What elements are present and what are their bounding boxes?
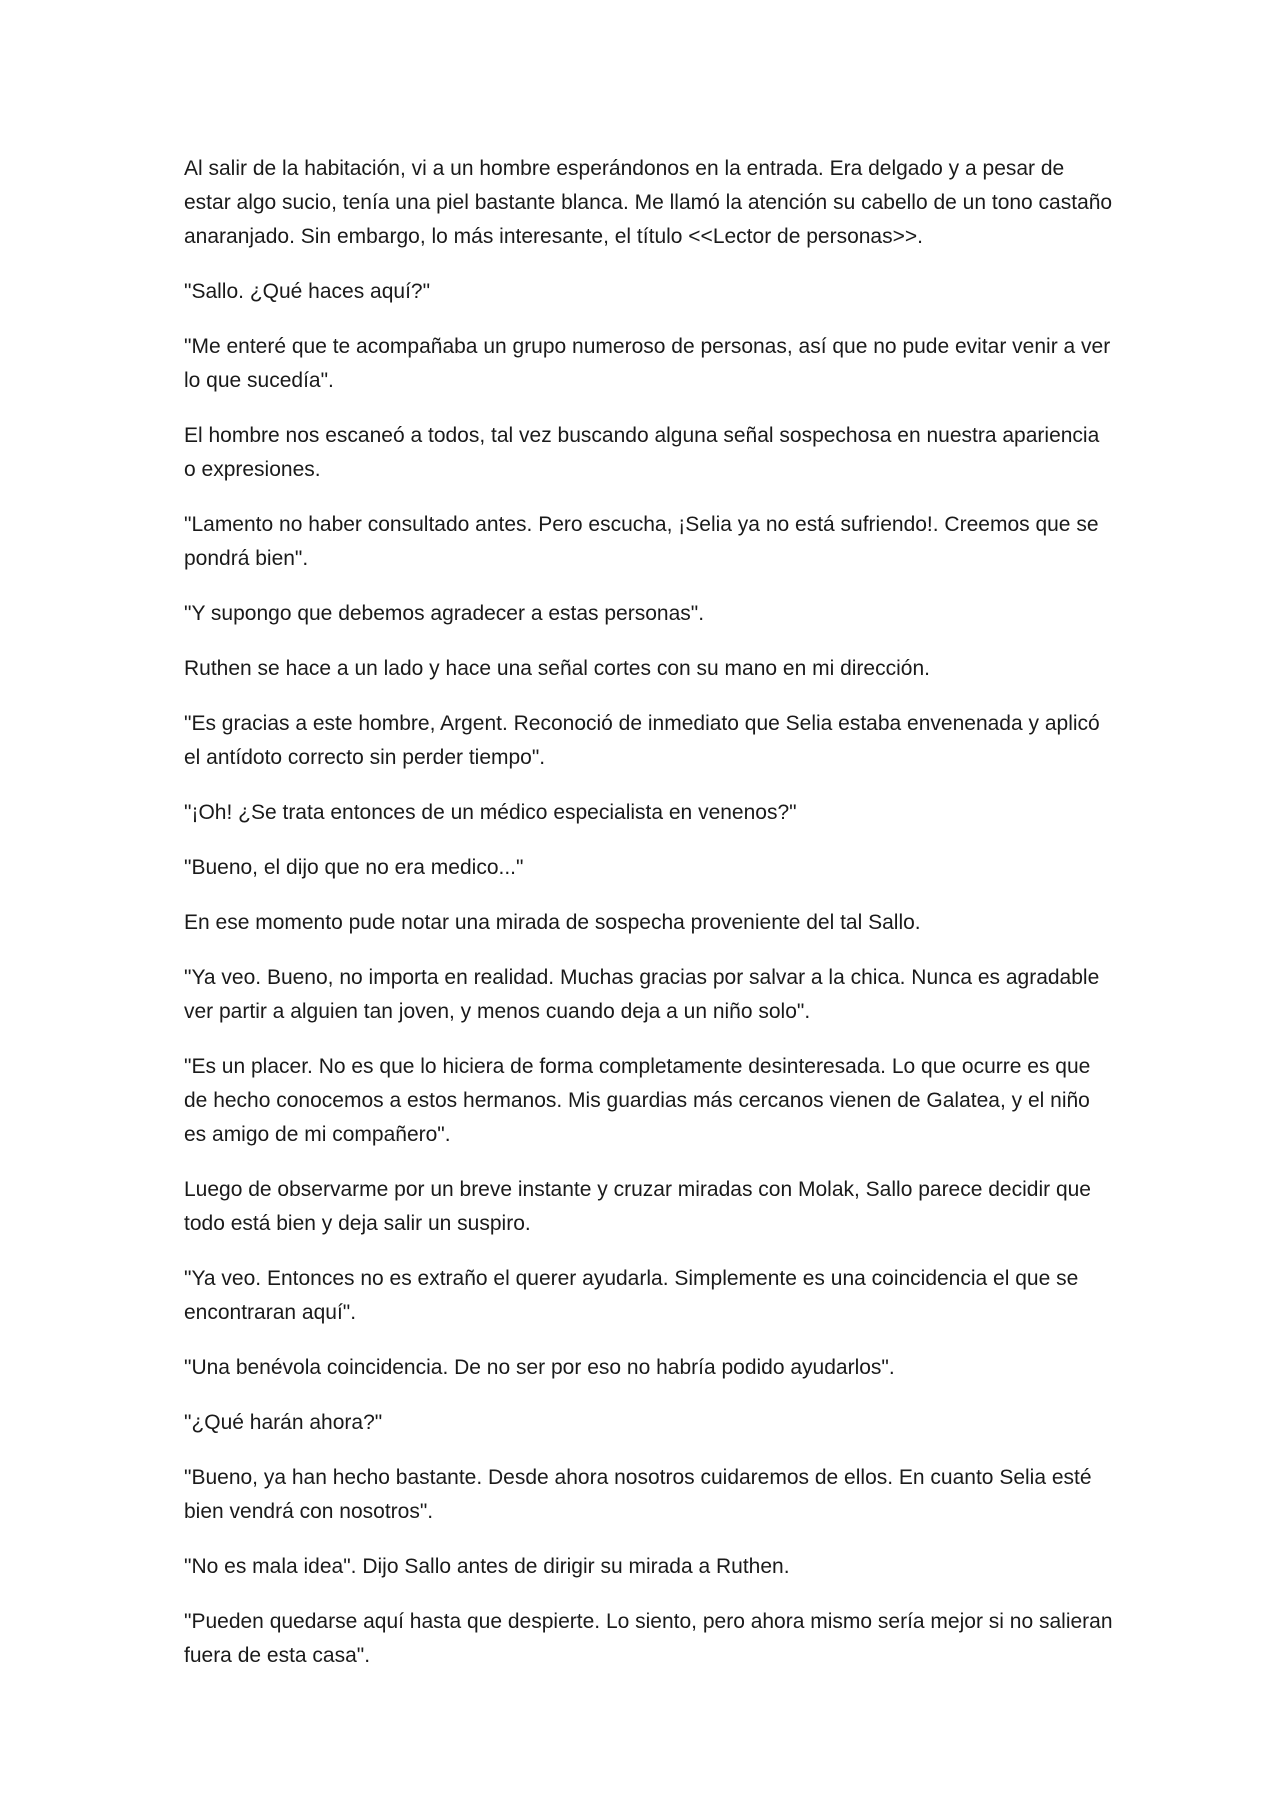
paragraph: "Una benévola coincidencia. De no ser por eso no habría podido ayudarlos".	[184, 1356, 895, 1379]
paragraph: Luego de observarme por un breve instante y cruzar miradas con Molak, Sallo parece decidir que todo está bien y deja salir un suspiro.	[184, 1178, 1091, 1235]
paragraph: "Bueno, ya han hecho bastante. Desde ahora nosotros cuidaremos de ellos. En cuanto Selia esté bien vendrá con nosotros".	[184, 1466, 1092, 1523]
paragraph: "Ya veo. Entonces no es extraño el querer ayudarla. Simplemente es una coincidencia el que se encontraran aquí".	[184, 1267, 1079, 1324]
paragraph: "Ya veo. Bueno, no importa en realidad. Muchas gracias por salvar a la chica. Nunca es agradable ver partir a alguien tan joven, y menos cuando deja a un niño solo".	[184, 966, 1100, 1023]
paragraph: "¿Qué harán ahora?"	[184, 1411, 383, 1434]
paragraph: En ese momento pude notar una mirada de sospecha proveniente del tal Sallo.	[184, 911, 921, 934]
paragraph: Ruthen se hace a un lado y hace una señal cortes con su mano en mi dirección.	[184, 657, 930, 680]
paragraph: "Pueden quedarse aquí hasta que despierte. Lo siento, pero ahora mismo sería mejor si no salieran fuera de esta casa".	[184, 1610, 1113, 1667]
paragraph: "Es gracias a este hombre, Argent. Reconoció de inmediato que Selia estaba envenenada y aplicó el antídoto correcto sin perder tiempo".	[184, 712, 1100, 769]
paragraph: "Sallo. ¿Qué haces aquí?"	[184, 280, 431, 303]
paragraph: "Lamento no haber consultado antes. Pero escucha, ¡Selia ya no está sufriendo!. Creemos que se pondrá bien".	[184, 513, 1099, 570]
paragraph: "¡Oh! ¿Se trata entonces de un médico especialista en venenos?"	[184, 801, 797, 824]
paragraph: "No es mala idea". Dijo Sallo antes de dirigir su mirada a Ruthen.	[184, 1555, 790, 1578]
paragraph: Al salir de la habitación, vi a un hombre esperándonos en la entrada. Era delgado y a pesar de estar algo sucio, tenía una piel bastante blanca. Me llamó la atención su cabello de un tono castaño anaranjado. Sin embargo, lo más interesante, el título <<Lector de personas>>.	[184, 157, 1113, 248]
paragraph: "Y supongo que debemos agradecer a estas personas".	[184, 602, 705, 625]
paragraph: "Me enteré que te acompañaba un grupo numeroso de personas, así que no pude evitar venir a ver lo que sucedía".	[184, 335, 1111, 392]
paragraph: "Bueno, el dijo que no era medico..."	[184, 856, 524, 879]
paragraph: El hombre nos escaneó a todos, tal vez buscando alguna señal sospechosa en nuestra apariencia o expresiones.	[184, 424, 1100, 481]
document-body	[184, 152, 1114, 1694]
paragraph: "Es un placer. No es que lo hiciera de forma completamente desinteresada. Lo que ocurre es que de hecho conocemos a estos hermanos. Mis guardias más cercanos vienen de Galatea, y el niño es amigo de mi compañero".	[184, 1055, 1091, 1146]
